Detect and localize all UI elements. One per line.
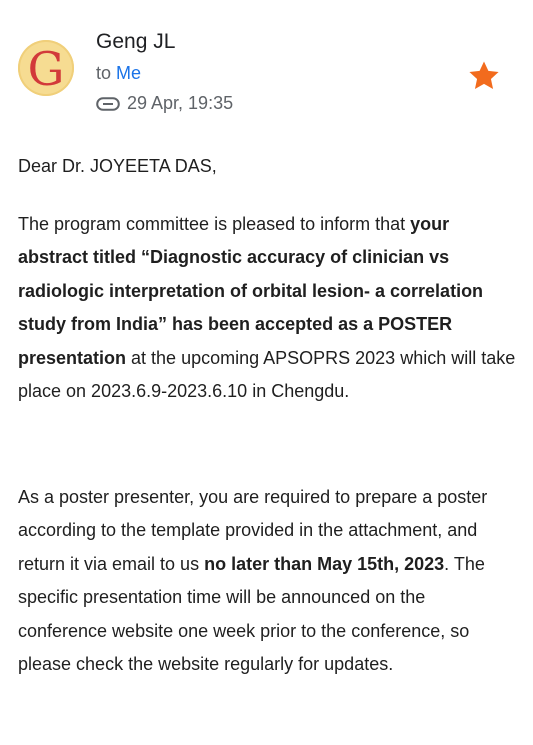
poster-instructions-paragraph — [18, 481, 518, 682]
acceptance-paragraph — [18, 208, 518, 409]
paragraph1-text1: The program committee is pleased to inform that — [18, 213, 411, 234]
paragraph2-text1: As a poster presenter, you are required to prepare a poster according to the template provided in the attachment, and return it via email to us — [18, 486, 488, 574]
recipient-name[interactable]: Me — [116, 63, 142, 83]
recipient-line[interactable] — [96, 63, 141, 84]
paragraph1-bold: your abstract titled “Diagnostic accuracy of clinician vs radiologic interpretation of orbital lesion- a correlation study from India” has been accepted as a POSTER presentation — [18, 213, 484, 368]
sender-avatar[interactable] — [18, 40, 74, 96]
link-icon — [96, 97, 120, 111]
to-label: to — [96, 63, 112, 83]
sender-name[interactable]: Geng JL — [96, 30, 176, 53]
paragraph2-bold: no later than May 15th, 2023 — [204, 553, 445, 574]
paragraph1-text2: at the upcoming APSOPRS 2023 which will take place on 2023.6.9-2023.6.10 in Chengdu. — [18, 347, 516, 401]
greeting: Dear Dr. JOYEETA DAS, — [18, 156, 217, 176]
avatar-letter: G — [27, 42, 65, 96]
timestamp: 29 Apr, 19:35 — [127, 93, 234, 113]
star-icon[interactable] — [467, 59, 501, 93]
paragraph2-text2: . The specific presentation time will be announced on the conference website one week prior to the conference, so please check the website regularly for updates. — [18, 553, 485, 674]
timestamp-line — [96, 93, 233, 114]
email-body — [18, 150, 518, 682]
email-header — [0, 0, 533, 140]
